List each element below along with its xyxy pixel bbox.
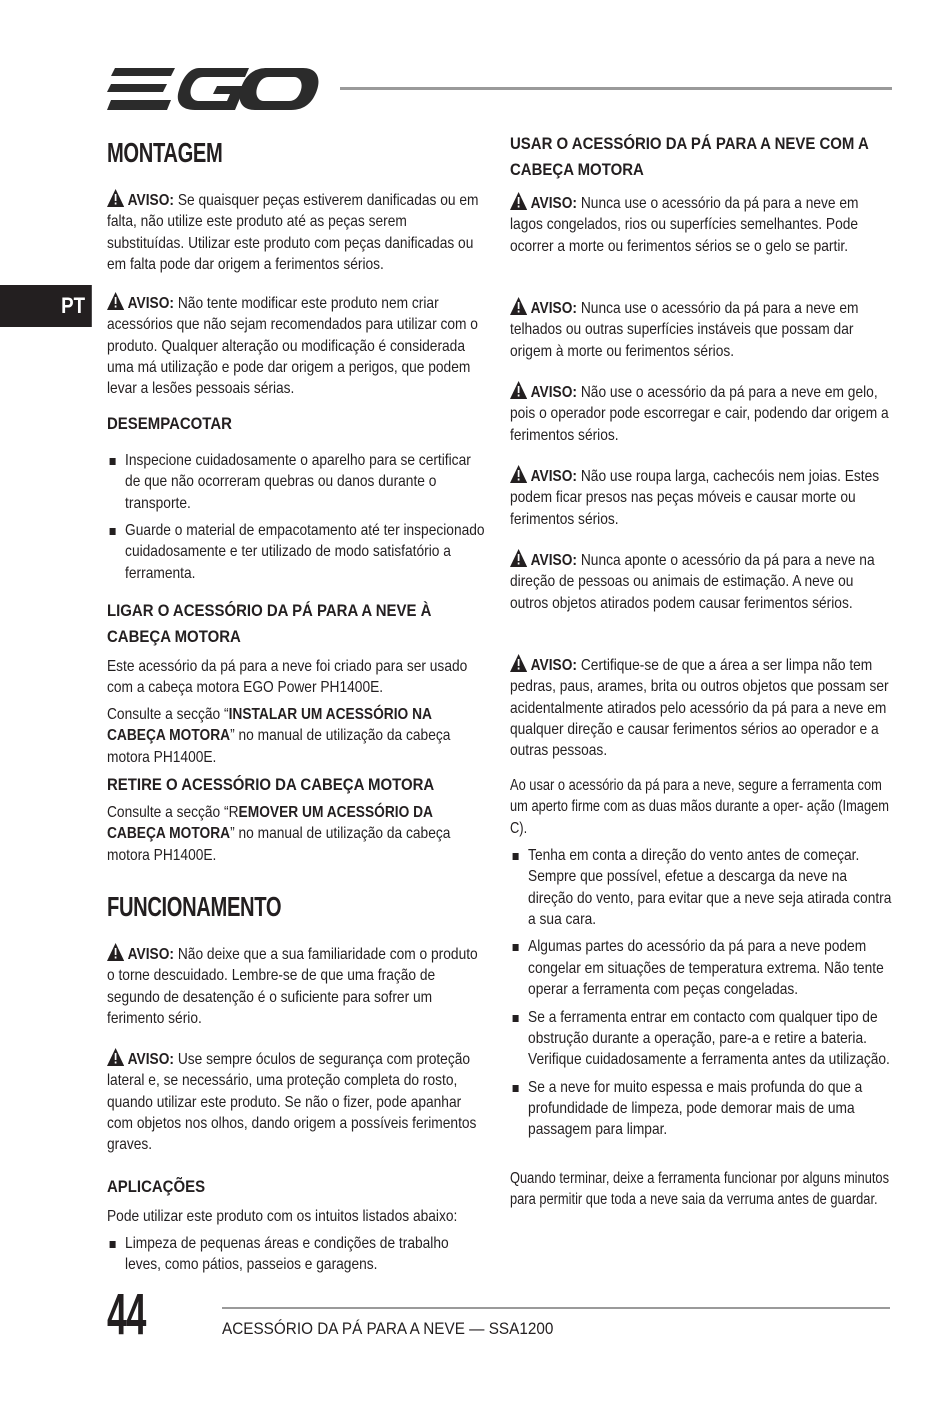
aplicacoes-title: APLICAÇÕES — [107, 1177, 206, 1196]
bullet-square-icon — [513, 1015, 519, 1022]
aplicacoes-paragraph: Pode utilizar este produto com os intuitos listados abaixo: — [107, 1208, 458, 1225]
retire-title: RETIRE O ACESSÓRIO DA CABEÇA MOTORA — [107, 775, 435, 794]
list-item: Algumas partes do acessório da pá para a neve podem congelar em situações de temperatura extrema. Não tente operar a ferramenta com peças congeladas. — [510, 936, 894, 1000]
aplicacoes-list — [107, 1233, 485, 1282]
warning-triangle-icon — [510, 192, 527, 210]
warning-triangle-icon — [510, 381, 527, 399]
warning-loose-clothing: AVISO: Não use roupa larga, cachecóis nem joias. Estes podem ficar presos nas peças móveis e causar morte ou ferimentos sérios. — [510, 465, 894, 530]
warning-triangle-icon — [107, 943, 124, 961]
warning-triangle-icon — [510, 549, 527, 567]
language-tab: PT — [0, 285, 92, 327]
warning-clear-area: AVISO: Certifique-se de que a área a ser limpa não tem pedras, paus, arames, brita ou outros objetos que possam ser acidentalmente atirados pelo acessório da pá para a neve em qualquer direção e causar ferimentos sérios ao operador e a outras pessoas. — [510, 654, 894, 761]
warning-point-people: AVISO: Nunca aponte o acessório da pá para a neve na direção de pessoas ou animais de estimação. A neve ou outros objetos atirados podem causar ferimentos sérios. — [510, 549, 894, 614]
ego-logo — [107, 66, 319, 112]
warning-label: AVISO: — [127, 295, 175, 312]
list-item: Se a ferramenta entrar em contacto com qualquer tipo de obstrução durante a operação, pare-a e retire a bateria. Verifique cuidadosamente a ferramenta antes da utilização. — [510, 1007, 894, 1071]
funcionamento-title: FUNCIONAMENTO — [107, 891, 282, 922]
usage-list — [510, 845, 894, 1147]
warning-familiarity: AVISO: Não deixe que a sua familiaridade com o produto o torne descuidado. Lembre-se de que uma fração de segundo de desatenção é o suficiente para sofrer um ferimento sério. — [107, 943, 485, 1029]
bullet-square-icon — [513, 1085, 519, 1092]
warning-no-modify — [107, 292, 485, 399]
warning-parts-damaged — [107, 189, 485, 275]
warning-triangle-icon — [107, 1048, 124, 1066]
warning-roofs: AVISO: Nunca use o acessório da pá para a neve em telhados ou outras superfícies instáveis que possam dar origem à morte ou ferimentos sérios. — [510, 297, 894, 362]
list-item: Guarde o material de empacotamento até ter inspecionado cuidadosamente e ter utilizado de modo satisfatório a ferramenta. — [107, 520, 485, 584]
warning-triangle-icon — [107, 292, 124, 310]
warning-label: AVISO: — [127, 192, 175, 209]
desempacotar-title: DESEMPACOTAR — [107, 414, 232, 433]
list-item: Inspecione cuidadosamente o aparelho para se certificar de que não ocorreram quebras ou danos durante o transporte. — [107, 450, 485, 514]
warning-triangle-icon — [510, 654, 527, 672]
desempacotar-list — [107, 450, 485, 590]
warning-ice: AVISO: Não use o acessório da pá para a neve em gelo, pois o operador pode escorregar e cair, podendo dar origem a ferimentos sérios. — [510, 381, 894, 446]
list-item: Se a neve for muito espessa e mais profunda do que a profundidade de limpeza, pode demorar mais de uma passagem para limpar. — [510, 1077, 894, 1141]
montagem-title: MONTAGEM — [107, 137, 223, 168]
usage-paragraph: Ao usar o acessório da pá para a neve, segure a ferramenta com um aperto firme com as duas mãos durante a oper- ação (Imagem C). — [510, 777, 889, 837]
usar-title: USAR O ACESSÓRIO DA PÁ PARA A NEVE COM A CABEÇA MOTORA — [510, 134, 869, 179]
bullet-square-icon — [513, 853, 519, 860]
header-rule — [340, 87, 892, 90]
ligar-title: LIGAR O ACESSÓRIO DA PÁ PARA A NEVE À CABEÇA MOTORA — [107, 601, 432, 646]
bullet-square-icon — [110, 528, 116, 535]
page-number: 44 — [107, 1282, 146, 1347]
warning-frozen-lakes: AVISO: Nunca use o acessório da pá para a neve em lagos congelados, rios ou superfícies semelhantes. Pode ocorrer a morte ou ferimentos sérios se o gelo se partir. — [510, 192, 894, 257]
final-paragraph: Quando terminar, deixe a ferramenta funcionar por alguns minutos para permitir que toda a neve saia da verruma antes de guardar. — [510, 1170, 890, 1209]
retire-paragraph: Consulte a secção “REMOVER UM ACESSÓRIO DA CABEÇA MOTORA” no manual de utilização da cabeça motora PH1400E. — [107, 804, 451, 864]
warning-text: Se quaisquer peças estiverem danificadas ou em falta, não utilize este produto até as peças serem substituídas. Utilizar este produto com peças danificadas ou em falta pode dar origem a ferimentos sérios. — [107, 192, 479, 273]
list-item: Tenha em conta a direção do vento antes de começar. Sempre que possível, efetue a descarga da neve na direção do vento, para evitar que a neve seja atirada contra a sua cara. — [510, 845, 894, 930]
bullet-square-icon — [513, 944, 519, 951]
warning-triangle-icon — [107, 189, 124, 207]
warning-safety-glasses: AVISO: Use sempre óculos de segurança com proteção lateral e, se necessário, uma proteção completa do rosto, quando utilizar este produto. Se não o fizer, pode apanhar com objetos nos olhos, dando origem a possíveis ferimentos graves. — [107, 1048, 485, 1155]
list-item: Limpeza de pequenas áreas e condições de trabalho leves, como pátios, passeios e garagens. — [107, 1233, 485, 1276]
footer-doc-title: ACESSÓRIO DA PÁ PARA A NEVE — SSA1200 — [222, 1319, 554, 1338]
footer-rule — [222, 1307, 890, 1309]
bullet-square-icon — [110, 458, 116, 465]
warning-triangle-icon — [510, 465, 527, 483]
ligar-paragraph-2: Consulte a secção “INSTALAR UM ACESSÓRIO NA CABEÇA MOTORA” no manual de utilização da cabeça motora PH1400E. — [107, 706, 451, 766]
ligar-paragraph-1: Este acessório da pá para a neve foi criado para ser usado com a cabeça motora EGO Power PH1400E. — [107, 658, 468, 697]
warning-text: Não tente modificar este produto nem criar acessórios que não sejam recomendados para utilizar com o produto. Qualquer alteração ou modificação é considerada uma má utilização e pode dar origem a perigos, que podem levar a lesões pessoais sérias. — [107, 295, 478, 398]
warning-triangle-icon — [510, 297, 527, 315]
bullet-square-icon — [110, 1241, 116, 1248]
